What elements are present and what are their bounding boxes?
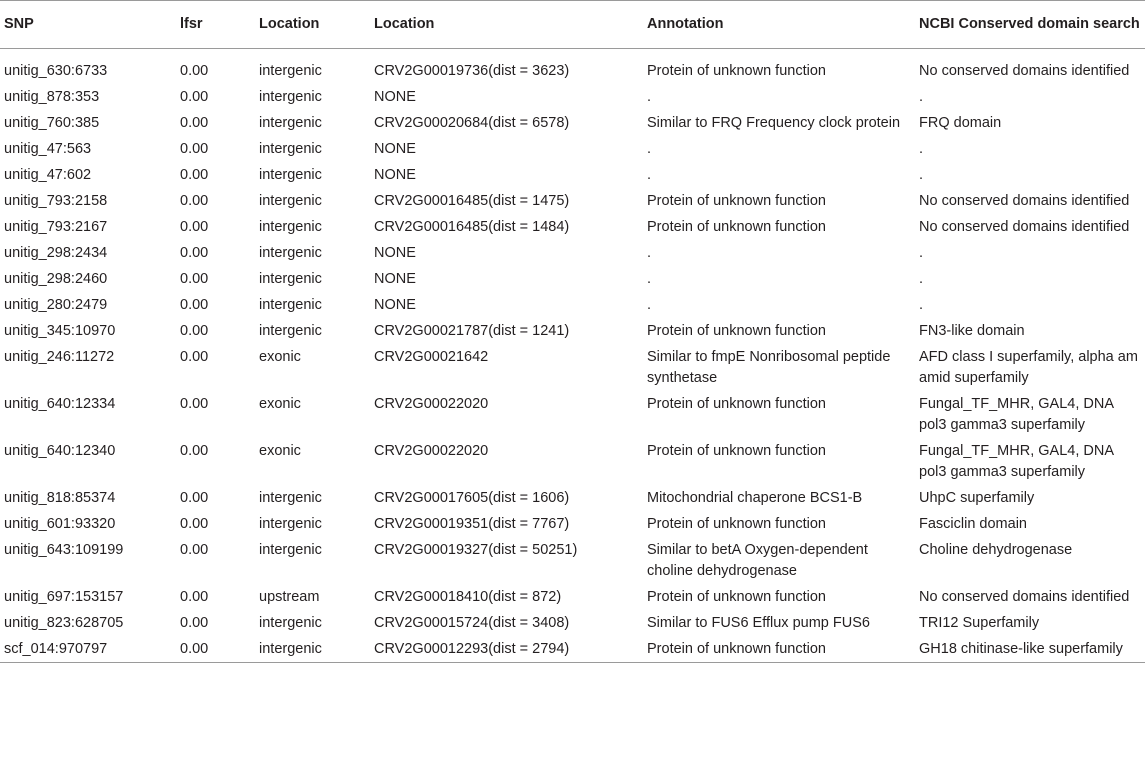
lfsr-cell: 0.00 [180, 89, 209, 105]
header-ncbi-domain: NCBI Conserved domain search [915, 1, 1145, 49]
table-row [0, 509, 1145, 535]
lfsr-cell: 0.00 [180, 323, 209, 339]
snp-cell: unitig_697:153157 [4, 589, 124, 605]
snp-cell: unitig_640:12334 [4, 396, 116, 412]
location-gene-cell: NONE [374, 167, 416, 183]
location-gene-cell: CRV2G00021642 [374, 349, 489, 365]
annotation-cell: . [647, 297, 652, 313]
ncbi-domain-cell: GH18 chitinase-like superfamily [915, 634, 1145, 663]
ncbi-domain-cell: . [919, 141, 924, 157]
snp-cell: unitig_793:2158 [4, 193, 108, 209]
annotation-cell: Protein of unknown function [647, 323, 826, 339]
annotation-cell: Protein of unknown function [647, 589, 826, 605]
location-type-cell: intergenic [255, 634, 370, 663]
ncbi-domain-cell: . [919, 245, 924, 261]
lfsr-cell: 0.00 [180, 115, 209, 131]
ncbi-domain-cell: . [919, 271, 924, 287]
snp-cell: unitig_640:12340 [4, 443, 116, 459]
table-row [0, 160, 1145, 186]
ncbi-domain-cell: . [919, 167, 924, 183]
location-type-cell: intergenic [259, 193, 322, 209]
location-gene-cell: NONE [374, 89, 416, 105]
location-type-cell: exonic [259, 349, 301, 365]
header-location-type: Location [255, 1, 370, 49]
annotation-cell: . [647, 245, 652, 261]
header-location-gene: Location [370, 1, 643, 49]
table-header [0, 1, 1145, 49]
location-type-cell: exonic [259, 443, 301, 459]
table-row [0, 582, 1145, 608]
lfsr-cell: 0.00 [180, 615, 209, 631]
annotation-cell: Protein of unknown function [647, 396, 826, 412]
location-type-cell: intergenic [259, 141, 322, 157]
lfsr-cell: 0.00 [180, 245, 209, 261]
annotation-cell: Protein of unknown function [647, 63, 826, 79]
annotation-cell: . [647, 271, 652, 287]
location-type-cell: intergenic [259, 542, 322, 558]
location-gene-cell: NONE [374, 141, 416, 157]
ncbi-domain-cell: . [919, 89, 924, 105]
lfsr-cell: 0.00 [180, 63, 209, 79]
ncbi-domain-cell: No conserved domains identified [919, 219, 1130, 235]
snp-cell: unitig_878:353 [4, 89, 100, 105]
location-type-cell: upstream [259, 589, 320, 605]
annotation-cell: Protein of unknown function [647, 443, 826, 459]
annotation-cell: Protein of unknown function [647, 219, 826, 235]
location-type-cell: intergenic [259, 89, 322, 105]
snp-cell: unitig_246:11272 [4, 349, 115, 365]
table-row [0, 212, 1145, 238]
snp-cell: unitig_630:6733 [4, 63, 108, 79]
snp-cell: unitig_823:628705 [4, 615, 124, 631]
snp-cell: unitig_818:85374 [4, 490, 116, 506]
table-row [0, 316, 1145, 342]
location-type-cell: intergenic [259, 167, 322, 183]
location-gene-cell: CRV2G00019736(dist = 3623) [374, 63, 570, 79]
location-gene-cell: CRV2G00022020 [374, 443, 489, 459]
lfsr-cell: 0.00 [180, 490, 209, 506]
ncbi-domain-cell: FRQ domain [919, 115, 1002, 131]
annotation-cell: Mitochondrial chaperone BCS1-B [647, 490, 863, 506]
location-type-cell: exonic [259, 396, 301, 412]
snp-cell: unitig_643:109199 [4, 542, 124, 558]
lfsr-cell: 0.00 [180, 193, 209, 209]
location-type-cell: intergenic [259, 219, 322, 235]
lfsr-cell: 0.00 [180, 349, 209, 365]
location-type-cell: intergenic [259, 115, 322, 131]
location-gene-cell: CRV2G00018410(dist = 872) [374, 589, 562, 605]
annotation-cell: Similar to FUS6 Efflux pump FUS6 [647, 615, 870, 631]
location-gene-cell: CRV2G00016485(dist = 1484) [374, 219, 570, 235]
lfsr-cell: 0.00 [180, 141, 209, 157]
location-gene-cell: CRV2G00015724(dist = 3408) [374, 615, 570, 631]
annotation-cell: Protein of unknown function [647, 193, 826, 209]
annotation-cell: Similar to FRQ Frequency clock protein [647, 115, 901, 131]
header-snp: SNP [0, 1, 176, 49]
snp-cell: unitig_760:385 [4, 115, 100, 131]
ncbi-domain-cell: No conserved domains identified [919, 63, 1130, 79]
annotation-cell: Protein of unknown function [643, 634, 915, 663]
table-row [0, 342, 1145, 389]
lfsr-cell: 0.00 [180, 396, 209, 412]
table-row [0, 82, 1145, 108]
snp-cell: unitig_601:93320 [4, 516, 116, 532]
header-row [0, 1, 1145, 49]
snp-cell: unitig_47:602 [4, 167, 92, 183]
location-gene-cell: CRV2G00021787(dist = 1241) [374, 323, 570, 339]
location-type-cell: intergenic [259, 615, 322, 631]
location-gene-cell: NONE [374, 271, 416, 287]
location-gene-cell: NONE [374, 245, 416, 261]
ncbi-domain-cell: TRI12 Superfamily [919, 615, 1040, 631]
location-gene-cell: CRV2G00019327(dist = 50251) [374, 542, 578, 558]
ncbi-domain-cell: FN3-like domain [919, 323, 1025, 339]
table-body [0, 49, 1145, 663]
location-type-cell: intergenic [259, 271, 322, 287]
snp-cell: unitig_280:2479 [4, 297, 108, 313]
annotation-cell: Similar to betA Oxygen-dependent choline dehydrogenase [647, 542, 868, 579]
lfsr-cell: 0.00 [180, 542, 209, 558]
lfsr-cell: 0.00 [180, 297, 209, 313]
annotation-cell: . [647, 89, 652, 105]
ncbi-domain-cell: Fasciclin domain [919, 516, 1027, 532]
header-lfsr: lfsr [176, 1, 255, 49]
ncbi-domain-cell: No conserved domains identified [919, 193, 1130, 209]
location-gene-cell: CRV2G00012293(dist = 2794) [370, 634, 643, 663]
lfsr-cell: 0.00 [180, 271, 209, 287]
ncbi-domain-cell: Fungal_TF_MHR, GAL4, DNA pol3 gamma3 superfamily [919, 443, 1114, 480]
table-row [0, 134, 1145, 160]
location-type-cell: intergenic [259, 490, 322, 506]
ncbi-domain-cell: AFD class I superfamily, alpha am amid superfamily [919, 349, 1138, 386]
lfsr-cell: 0.00 [180, 589, 209, 605]
snp-cell: unitig_793:2167 [4, 219, 108, 235]
table-row [0, 634, 1145, 663]
snp-cell: unitig_345:10970 [4, 323, 116, 339]
ncbi-domain-cell: Choline dehydrogenase [919, 542, 1073, 558]
location-gene-cell: CRV2G00016485(dist = 1475) [374, 193, 570, 209]
snp-cell: unitig_298:2434 [4, 245, 108, 261]
location-type-cell: intergenic [259, 63, 322, 79]
lfsr-cell: 0.00 [180, 516, 209, 532]
location-type-cell: intergenic [259, 323, 322, 339]
location-type-cell: intergenic [259, 297, 322, 313]
location-type-cell: intergenic [259, 245, 322, 261]
location-gene-cell: CRV2G00020684(dist = 6578) [374, 115, 570, 131]
table-row [0, 238, 1145, 264]
ncbi-domain-cell: Fungal_TF_MHR, GAL4, DNA pol3 gamma3 superfamily [919, 396, 1114, 433]
snp-cell: scf_014:970797 [0, 634, 176, 663]
annotation-cell: . [647, 167, 652, 183]
table-row [0, 186, 1145, 212]
snp-cell: unitig_47:563 [4, 141, 92, 157]
location-gene-cell: CRV2G00017605(dist = 1606) [374, 490, 570, 506]
table-row [0, 608, 1145, 634]
table-row [0, 436, 1145, 483]
location-gene-cell: NONE [374, 297, 416, 313]
lfsr-cell: 0.00 [180, 219, 209, 235]
location-gene-cell: CRV2G00019351(dist = 7767) [374, 516, 570, 532]
lfsr-cell: 0.00 [180, 443, 209, 459]
ncbi-domain-cell: No conserved domains identified [919, 589, 1130, 605]
location-type-cell: intergenic [259, 516, 322, 532]
lfsr-cell: 0.00 [180, 167, 209, 183]
annotation-cell: Protein of unknown function [647, 516, 826, 532]
annotation-cell: Similar to fmpE Nonribosomal peptide synthetase [647, 349, 891, 386]
table-row [0, 290, 1145, 316]
table-row [0, 49, 1145, 83]
table-row [0, 264, 1145, 290]
annotation-cell: . [647, 141, 652, 157]
table-row [0, 389, 1145, 436]
location-gene-cell: CRV2G00022020 [374, 396, 489, 412]
ncbi-domain-cell: . [919, 297, 924, 313]
table-row [0, 483, 1145, 509]
table-row [0, 535, 1145, 582]
table-row [0, 108, 1145, 134]
ncbi-domain-cell: UhpC superfamily [919, 490, 1035, 506]
lfsr-cell: 0.00 [176, 634, 255, 663]
header-annotation: Annotation [643, 1, 915, 49]
snp-cell: unitig_298:2460 [4, 271, 108, 287]
